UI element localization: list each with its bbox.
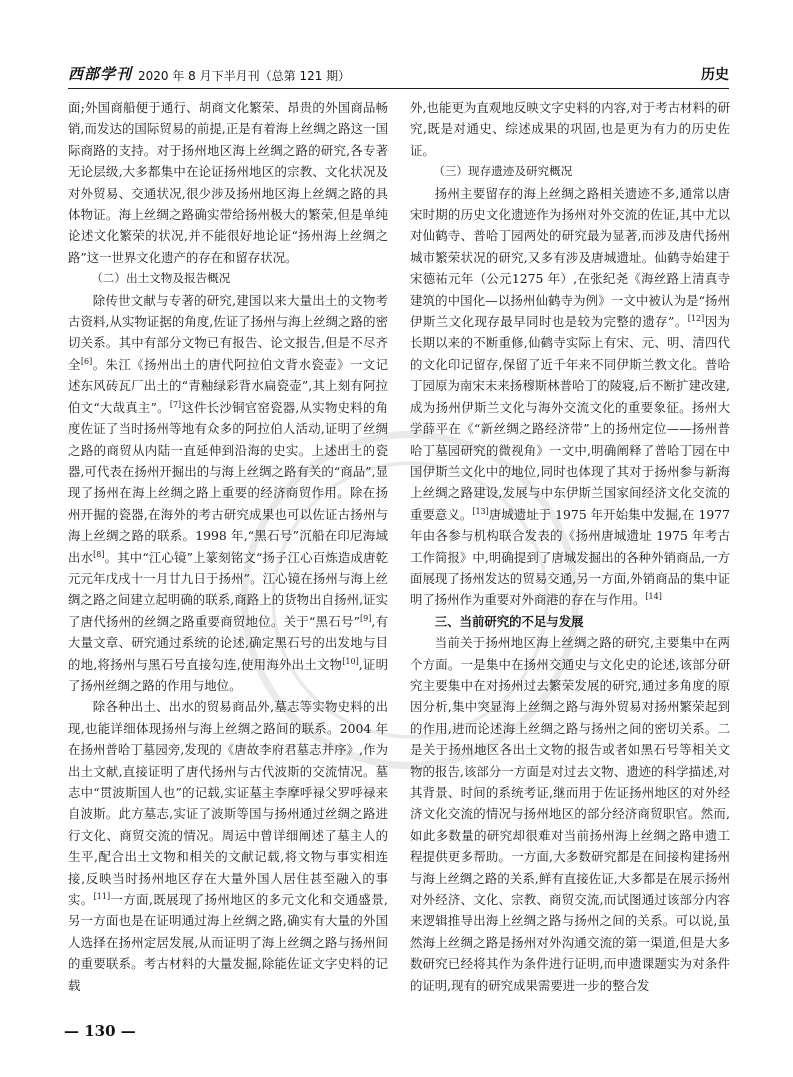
citation-ref: [7] — [169, 399, 182, 409]
citation-ref: [14] — [645, 592, 662, 602]
citation-ref: [9] — [360, 613, 372, 623]
paragraph: 扬州主要留存的海上丝绸之路相关遗迹不多,通常以唐宋时期的历史文化遗迹作为扬州对外交流的佐证,其中尤以对仙鹤寺、普哈丁园两处的研究最为显著,而涉及唐代扬州城市繁荣状况的研究,又多有涉及唐城遗址。仙鹤寺始建于宋德祐元年（公元1275 年）,在张纪尧《海丝路上清真寺建筑的中国化—以扬州仙鹤寺为例》一文中被认为是“扬州伊斯兰文化现存最早同时也是较为完整的遗存”。[12]因为长期以来的不断重修,仙鹤寺实际上有宋、元、明、清四代的文化印记留存,保留了近千年来不同伊斯兰教文化。普哈丁园原为南宋末来扬穆斯林普哈丁的陵寝,后不断扩建改建,成为扬州伊斯兰文化与海外交流文化的重要象征。扬州大学薛平在《“新丝绸之路经济带”上的扬州定位——扬州普哈丁墓园研究的微视角》一文中,明确阐释了普哈丁园在中国伊斯兰文化中的地位,同时也体现了其对于扬州参与新海上丝绸之路建设,发展与中东伊斯兰国家间经济文化交流的重要意义。[13]唐城遗址于 1975 年开始集中发掘,在 1977 年由各参与机构联合发表的《扬州唐城遗址 1975 年考古工作简报》中,明确提到了唐城发掘出的各种外销商品,一方面展现了扬州发达的贸易交通,另一方面,外销商品的集中证明了扬州作为重要对外商港的存在与作用。[14] — [410, 185, 731, 608]
paragraph: 外,也能更为直观地反映文字史料的内容,对于考古材料的研究,既是对通史、综述成果的巩固,也是更为有力的历史佐证。 — [410, 100, 730, 158]
paragraph: 当前关于扬州地区海上丝绸之路的研究,主要集中在两个方面。一是集中在扬州交通史与文化史的论述,该部分研究主要集中在对扬州过去繁荣发展的研究,通过多角度的原因分析,集中突显海上丝绸之路与海外贸易对扬州繁荣起到的作用,进而论述海上丝绸之路与扬州之间的密切关系。二是关于扬州地区各出土文物的报告或者如黑石号等相关文物的报告,该部分一方面是对过去文物、遗迹的科学描述,对其背景、时间的系统考证,继而用于佐证扬州地区的对外经济文化交流的情况与扬州地区的部分经济商贸职官。然而,如此多数量的研究却很难对当前扬州海上丝绸之路申遗工程提供更多帮助。一方面,大多数研究都是在间接构建扬州与海上丝绸之路的关系,鲜有直接佐证,大多都是在展示扬州对外经济、文化、宗教、商贸交流,而试图通过该部分内容来逻辑推导出海上丝绸之路与扬州之间的关系。可以说,虽然海上丝绸之路是扬州对外沟通交流的第一渠道,但是大多数研究已经将其作为条件进行证明,而申遗课题实为对条件的证明,现有的研究成果需要进一步的整合发 — [410, 635, 730, 993]
citation-ref: [6] — [80, 356, 93, 366]
citation-ref: [12] — [687, 313, 705, 323]
journal-logo: 西部学刊 — [68, 65, 133, 83]
section-label: 历史 — [701, 67, 729, 83]
header-rule — [68, 88, 729, 89]
header-journal-info — [68, 63, 350, 84]
issue-info: 2020 年 8 月下半月刊（总第 121 期） — [138, 69, 351, 83]
citation-ref: [10] — [342, 656, 359, 666]
paragraph: 除传世文献与专著的研究,建国以来大量出土的文物考古资料,从实物证据的角度,佐证了扬州与海上丝绸之路的密切关系。其中有部分文物已有报告、论文报告,但是不尽齐全[6]。朱江《扬州出土的唐代阿拉伯文背水瓷壶》一文记述东风砖瓦厂出土的“青釉绿彩背水扁瓷壶”,其上刻有阿拉伯文“大哉真主”。[7]这件长沙铜官窑瓷器,从实物史料的角度佐证了当时扬州等地有众多的阿拉伯人活动,证明了丝绸之路的商贸从内陆一直延伸到沿海的史实。上述出土的瓷器,可代表在扬州开掘出的与海上丝绸之路有关的“商品”,显现了扬州在海上丝绸之路上重要的经济商贸作用。除在扬州开掘的瓷器,在海外的考古研究成果也可以佐证古扬州与海上丝绸之路的联系。1998 年,“黑石号”沉船在印尼海域出水[8]。其中“江心镜”上篆刻铭文“扬子江心百炼造成唐乾元元年戊戌十一月廿九日于扬州”。江心镜在扬州与海上丝绸之路之间建立起明确的联系,商路上的货物出自扬州,证实了唐代扬州的丝绸之路重要商贸地位。关于“黑石号”[9],有大量文章、研究通过系统的论述,确定黑石号的出发地与目的地,将扬州与黑石号直接勾连,使用海外出土文物[10],证明了扬州丝绸之路的作用与地位。 — [68, 292, 389, 693]
section-heading: 三、当前研究的不足与发展 — [434, 613, 584, 629]
citation-ref: [11] — [93, 891, 111, 901]
subsection-heading: （三）现存遗迹及研究概况 — [433, 164, 573, 179]
running-header — [68, 56, 729, 84]
right-column — [410, 97, 730, 1017]
page-number: — 130 — — [64, 1022, 136, 1040]
subsection-heading: （二）出土文物及报告概况 — [91, 271, 231, 286]
citation-ref: [8] — [93, 549, 105, 559]
left-column — [68, 97, 388, 1017]
article-body — [68, 97, 730, 1017]
paragraph: 面;外国商船便于通行、胡商文化繁荣、昂贵的外国商品畅销,而发达的国际贸易的前提,正是有着海上丝绸之路这一国际商路的支持。对于扬州地区海上丝绸之路的研究,各专著无论层级,大多都集中在论证扬州地区的宗教、文化状况及对外贸易、交通状况,很少涉及扬州地区海上丝绸之路的具体物证。海上丝绸之路确实带给扬州极大的繁荣,但是单纯论述文化繁荣的状况,并不能很好地论证“扬州海上丝绸之路”这一世界文化遗产的存在和留存状况。 — [68, 100, 388, 265]
paragraph: 除各种出土、出水的贸易商品外,墓志等实物史料的出现,也能详细体现扬州与海上丝绸之路间的联系。2004 年在扬州普哈丁墓园旁,发现的《唐故李府君墓志并序》,作为出土文献,直接证明了唐代扬州与古代波斯的交流情况。墓志中“贯波斯国人也”的记载,实证墓主李摩呼禄父罗呼禄来自波斯。此方墓志,实证了波斯等国与扬州通过丝绸之路进行文化、商贸交流的情况。周运中曾详细阐述了墓主人的生平,配合出土文物和相关的文献记载,将文物与事实相连接,反映当时扬州地区存在大量外国人居住甚至融入的事实。[11]一方面,既展现了扬州地区的多元文化和交通盛景,另一方面也是在证明通过海上丝绸之路,确实有大量的外国人选择在扬州定居发展,从而证明了海上丝绸之路与扬州间的重要联系。考古材料的大量发掘,除能佐证文字史料的记载 — [68, 699, 388, 993]
citation-ref: [13] — [472, 506, 489, 516]
